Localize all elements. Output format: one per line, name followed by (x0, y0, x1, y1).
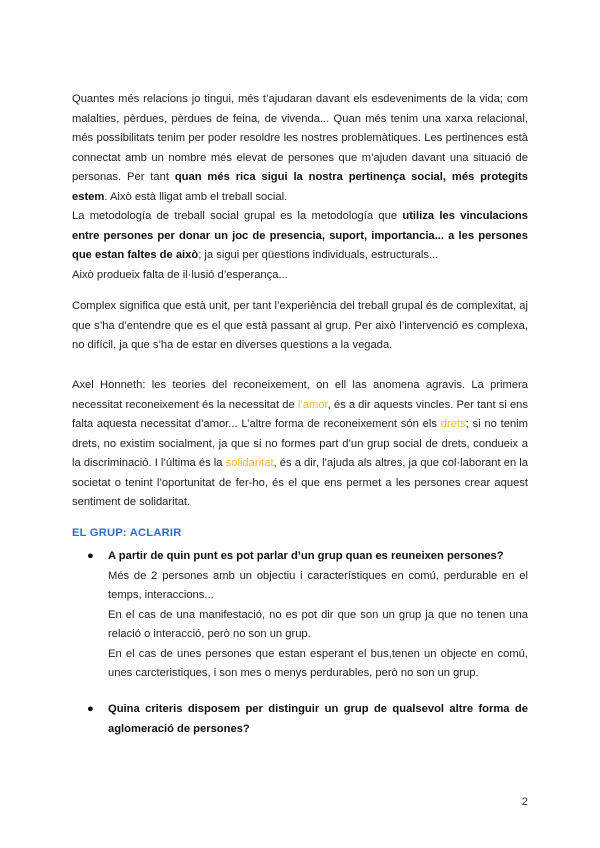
paragraph-honneth (72, 376, 528, 513)
paragraph-complex (72, 297, 528, 356)
bullet-item-2 (72, 700, 528, 739)
methodology-text: La metodología de treball social grupal es la metodología que utiliza les vinculacions entre persones per donar un joc de presencia, suport, importancia... a les persones que estan faltes de això; ja sigui per qüestions individuals, estructurals... (72, 210, 528, 261)
question-2: ● Quina criteris disposem per distinguir un grup de qualsevol altre forma de aglomeració de persones? (72, 700, 528, 739)
highlight-solidarity: solidaritat (225, 457, 274, 469)
hope-text: Això produeix falta de il·lusió d’esperança... (72, 268, 288, 281)
answer-1: Més de 2 persones amb un objectiu i característiques en comú, perdurable en el temps, interaccions... En el cas de una manifestació, no es pot dir que son un grup ja que no tenen una relació o interacció, però no son un grup. En el cas de unes persones que estan esperant el bus,tenen un objecte en comú, unes carcteristiques, i son mes o menys perdurables, però no son un grup. (108, 569, 528, 679)
question-1: ● A partir de quin punt es pot parlar d’un grup quan es reuneixen persones? (72, 547, 528, 567)
bullet-icon: ● (87, 550, 94, 562)
highlight-rights: drets (440, 418, 466, 430)
honneth-text: Axel Honneth: les teories del reconeixement, on ell las anomena agravis. La primera necessitat reconeixement és la necessitat de l’amor, és a dir aquests vincles. Per tant si ens falta aquesta necessitat d’amor... L’altre forma de reconeixement són els drets; si no tenim drets, no existim socialment, ja que si no formes part d’un grup social de drets, condueix a la discriminació. I l’última és la solidaritat, és a dir, l’ajuda als altres, ja que col·laborant en la societat o tenint l’oportunitat de fer-ho, és el que ens permet a les persones crear aquest sentiment de solidaritat. (72, 379, 528, 508)
paragraph-relations (72, 90, 528, 285)
highlight-love: l’amor (297, 398, 328, 411)
section-heading: EL GRUP: ACLARIR (72, 527, 182, 539)
page-number: 2 (521, 796, 528, 808)
bullet-item-1 (72, 547, 528, 684)
bullet-icon: ● (87, 703, 94, 715)
relations-text: Quantes més relacions jo tingui, més t’ajudaran davant els esdeveniments de la vida; com malalties, pèrdues, pèrdues de feina, de vivenda... Quan més tenim una xarxa relacional, més possibilitats tenim per poder resoldre les nostres problemàtiques. Les pertinences està connectat amb un nombre més elevat de persones que m’ajuden davant una situació de personas. Per tant quan més rica sigui la nostra pertinença social, més protegits estem. Això està lligat amb el treball social. (72, 93, 528, 203)
complex-text: Complex significa que està unit, per tant l’experiència del treball grupal és de complexitat, aj que s’ha d’entendre que es el que està passant al grup. Per això l’intervenció es complexa, no difícil, ja que s’ha de estar en diverses questions a la vegada. (72, 300, 528, 351)
